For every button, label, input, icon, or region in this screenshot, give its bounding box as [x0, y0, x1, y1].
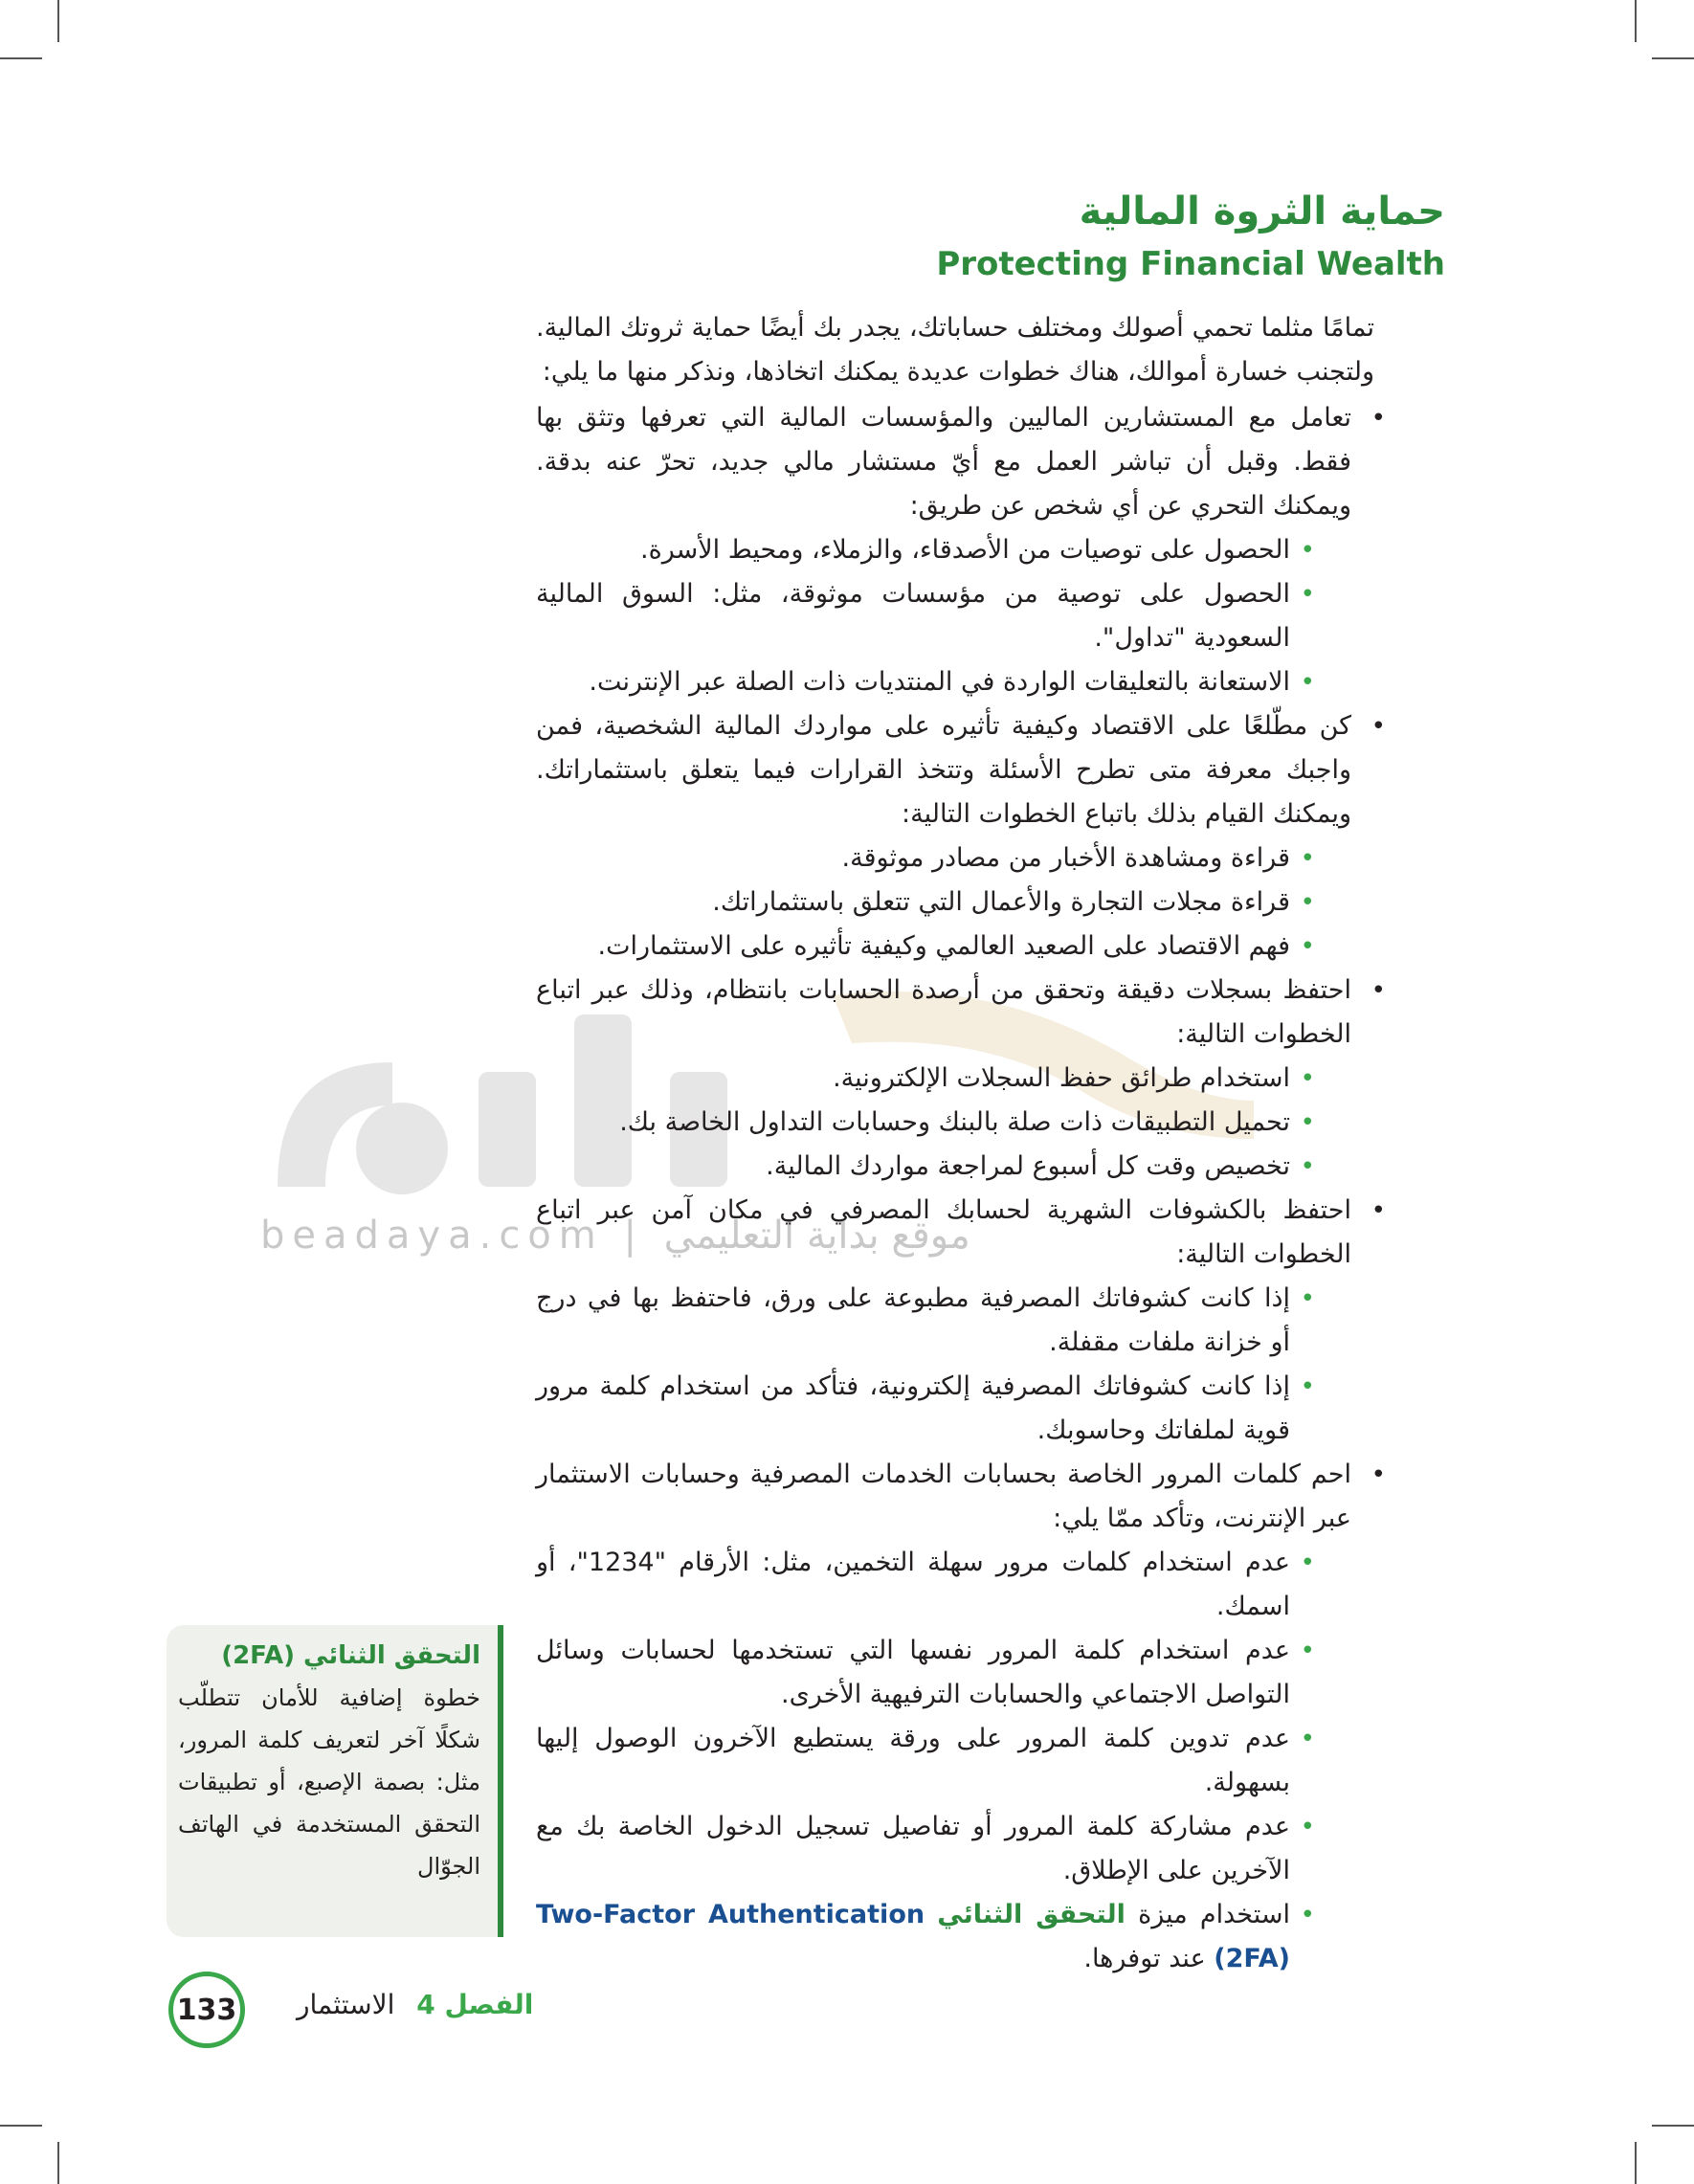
- section-5: [536, 1453, 1374, 1981]
- list-item: • الحصول على توصيات من الأصدقاء، والزملاء، ومحيط الأسرة.: [536, 528, 1351, 572]
- intro-paragraph: تمامًا مثلما تحمي أصولك ومختلف حساباتك، يجدر بك أيضًا حماية ثروتك المالية. ولتجنب خسارة أموالك، هناك خطوات عديدة يمكنك اتخاذها، ونذكر منها ما يلي:: [536, 313, 1374, 387]
- definition-sidebox: [167, 1625, 503, 1937]
- section-3-text: احتفظ بسجلات دقيقة وتحقق من أرصدة الحسابات بانتظام، وذلك عبر اتباع الخطوات التالية:: [536, 975, 1351, 1049]
- list-item: • تخصيص وقت كل أسبوع لمراجعة مواردك المالية.: [536, 1145, 1351, 1189]
- list-item: • الاستعانة بالتعليقات الواردة في المنتديات ذات الصلة عبر الإنترنت.: [536, 660, 1351, 704]
- heading-arabic: حماية الثروة المالية: [1079, 189, 1445, 234]
- section-5-text: احم كلمات المرور الخاصة بحسابات الخدمات المصرفية وحسابات الاستثمار عبر الإنترنت، وتأكد ممّا يلي:: [536, 1460, 1351, 1533]
- main-bullet-list: [536, 396, 1374, 1981]
- list-item: • قراءة مجلات التجارة والأعمال التي تتعلق باستثماراتك.: [536, 880, 1351, 925]
- section-3: [536, 969, 1374, 1189]
- page-number: 133: [168, 1972, 245, 2048]
- list-item: • قراءة ومشاهدة الأخبار من مصادر موثوقة.: [536, 836, 1351, 880]
- crop-mark-bl-v: [57, 2142, 59, 2184]
- 2fa-prefix: استخدام ميزة: [1138, 1900, 1290, 1929]
- section-2: [536, 704, 1374, 969]
- chapter-title: الاستثمار: [297, 1989, 395, 2020]
- list-item: • فهم الاقتصاد على الصعيد العالمي وكيفية تأثيره على الاستثمارات.: [536, 925, 1351, 969]
- crop-mark-tl-h: [0, 57, 42, 59]
- list-item: • الحصول على توصية من مؤسسات موثوقة، مثل: السوق المالية السعودية "تداول".: [536, 572, 1351, 660]
- list-item: • إذا كانت كشوفاتك المصرفية مطبوعة على ورق، فاحتفظ بها في درج أو خزانة ملفات مقفلة.: [536, 1277, 1351, 1365]
- chapter-label: الفصل 4: [416, 1989, 534, 2020]
- crop-mark-tr-h: [1652, 57, 1694, 59]
- crop-mark-bl-h: [0, 2125, 42, 2127]
- sidebox-title: التحقق الثنائي (2FA): [221, 1641, 480, 1670]
- watermark-text: beadaya.com | موقع بداية التعليمي: [260, 1214, 970, 1258]
- section-1: [536, 396, 1374, 704]
- list-item-2fa: [536, 1893, 1351, 1981]
- crop-mark-tr-v: [1635, 0, 1637, 42]
- list-item: • استخدام طرائق حفظ السجلات الإلكترونية.: [536, 1057, 1351, 1101]
- list-item: • تحميل التطبيقات ذات صلة بالبنك وحسابات التداول الخاصة بك.: [536, 1101, 1351, 1145]
- crop-mark-tl-v: [57, 0, 59, 42]
- section-4: [536, 1189, 1374, 1453]
- section-1-text: تعامل مع المستشارين الماليين والمؤسسات المالية التي تعرفها وتثق بها فقط. وقبل أن تباشر العمل مع أيّ مستشار مالي جديد، تحرّ عنه بدقة. ويمكنك التحري عن أي شخص عن طريق:: [536, 403, 1351, 521]
- list-item: • عدم استخدام كلمة المرور نفسها التي تستخدمها لحسابات وسائل التواصل الاجتماعي والحسابات الترفيهية الأخرى.: [536, 1629, 1351, 1717]
- 2fa-term-arabic: التحقق الثنائي: [937, 1900, 1126, 1929]
- list-item: • عدم استخدام كلمات مرور سهلة التخمين، مثل: الأرقام "1234"، أو اسمك.: [536, 1541, 1351, 1629]
- heading-english: Protecting Financial Wealth: [936, 245, 1445, 283]
- list-item: • عدم مشاركة كلمة المرور أو تفاصيل تسجيل الدخول الخاصة بك مع الآخرين على الإطلاق.: [536, 1805, 1351, 1893]
- list-item: • عدم تدوين كلمة المرور على ورقة يستطيع الآخرون الوصول إليها بسهولة.: [536, 1717, 1351, 1805]
- crop-mark-br-h: [1652, 2125, 1694, 2127]
- section-2-text: كن مطّلعًا على الاقتصاد وكيفية تأثيره على مواردك المالية الشخصية، فمن واجبك معرفة متى تطرح الأسئلة وتتخذ القرارات فيما يتعلق باستثماراتك. ويمكنك القيام بذلك باتباع الخطوات التالية:: [536, 711, 1351, 829]
- footer-chapter: [297, 1989, 533, 2020]
- 2fa-suffix: عند توفرها.: [1083, 1944, 1206, 1973]
- list-item: • إذا كانت كشوفاتك المصرفية إلكترونية، فتأكد من استخدام كلمة مرور قوية لملفاتك وحاسوبك.: [536, 1365, 1351, 1453]
- sidebox-body: خطوة إضافية للأمان تتطلّب شكلًا آخر لتعريف كلمة المرور، مثل: بصمة الإصبع، أو تطبيقات التحقق المستخدمة في الهاتف الجوّال: [178, 1684, 480, 1880]
- section-4-text: احتفظ بالكشوفات الشهرية لحسابك المصرفي في مكان آمن عبر اتباع الخطوات التالية:: [536, 1195, 1351, 1269]
- crop-mark-br-v: [1635, 2142, 1637, 2184]
- 2fa-term-english: Two-Factor Authentication (2FA): [536, 1900, 1290, 1973]
- main-body: [536, 306, 1374, 1981]
